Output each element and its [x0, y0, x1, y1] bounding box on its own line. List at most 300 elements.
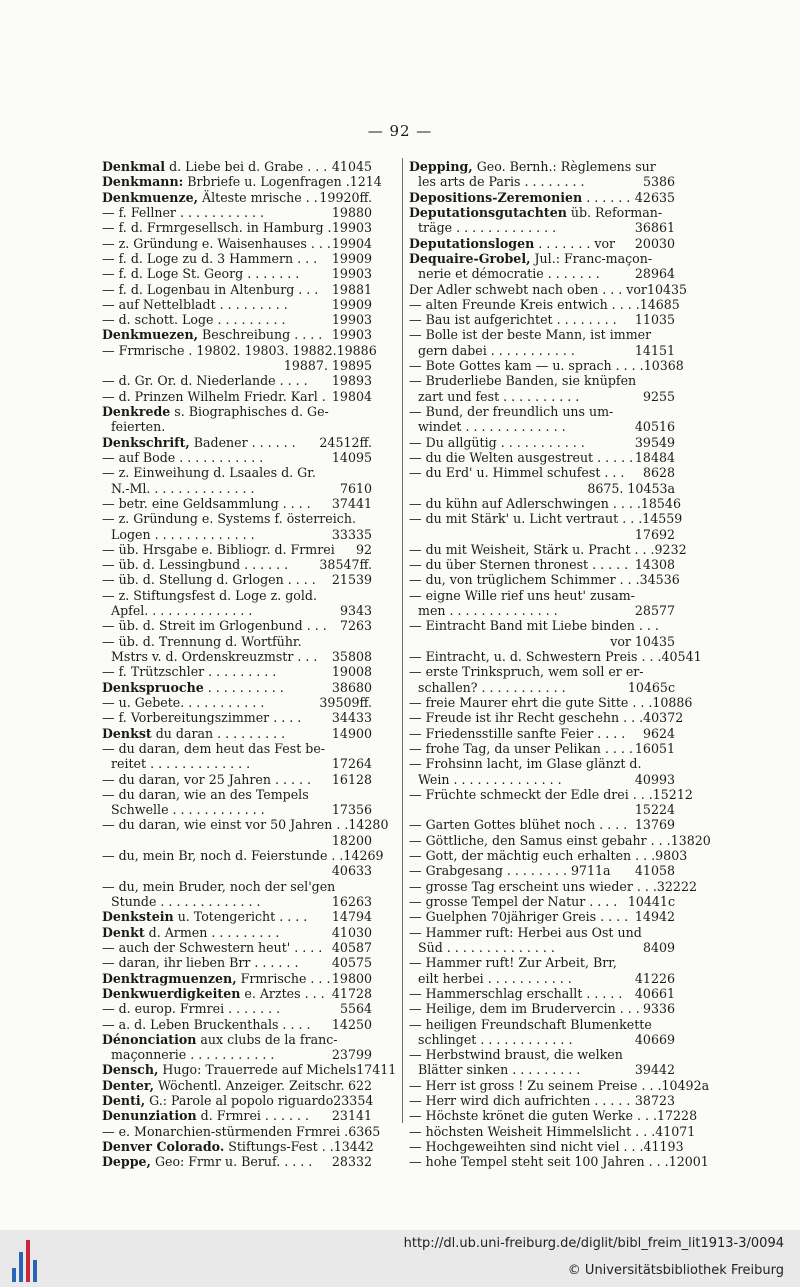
- index-entry: [409, 925, 675, 940]
- index-entry: [409, 296, 680, 312]
- index-entry: [409, 649, 702, 664]
- index-entry: [409, 1032, 675, 1047]
- entry-text: — d. europ. Frmrei . . . . . . .: [102, 1001, 281, 1017]
- entry-text: — Frmrische . 19802. 19803. 19882.: [102, 342, 337, 358]
- index-entry: [409, 557, 675, 572]
- entry-reference: 5386: [642, 174, 675, 190]
- index-entry: [409, 863, 675, 878]
- entry-reference: 34536: [639, 572, 680, 588]
- index-entry: [409, 205, 675, 220]
- index-entry: [409, 726, 675, 741]
- entry-text: — du Erd' u. Himmel schufest . . .: [409, 465, 625, 481]
- entry-text: — eigne Wille rief uns heut' zusam-: [409, 587, 635, 603]
- entry-text: — Garten Gottes blühet noch . . . .: [409, 817, 628, 833]
- entry-reference: 18546: [640, 495, 681, 511]
- entry-reference: 18200: [331, 832, 372, 848]
- index-entry: [102, 236, 372, 251]
- entry-text: — z. Stiftungsfest d. Loge z. gold.: [102, 587, 317, 603]
- index-entry: [102, 894, 372, 909]
- index-entry: [409, 220, 675, 235]
- index-entry: [409, 710, 684, 726]
- entry-reference: 11035: [634, 312, 675, 328]
- entry-text: — d. Prinzen Wilhelm Friedr. Karl .: [102, 388, 326, 404]
- index-entry: [102, 1123, 381, 1139]
- index-entry: [102, 710, 372, 725]
- entry-text: — heiligen Freundschaft Blumenkette: [409, 1016, 652, 1032]
- index-column-left: [102, 159, 397, 1170]
- entry-text: Süd . . . . . . . . . . . . . .: [418, 939, 555, 955]
- index-entry: [409, 435, 675, 450]
- index-entry: [102, 664, 372, 679]
- entry-text: Denkmann: Brbriefe u. Logenfragen .: [102, 174, 350, 190]
- index-entry: [102, 817, 389, 833]
- entry-text: — üb. d. Lessingbund . . . . . .: [102, 557, 289, 573]
- entry-text: Der Adler schwebt nach oben . . . vor: [409, 281, 647, 297]
- index-entry: [102, 220, 372, 235]
- entry-reference: 32222: [656, 878, 697, 894]
- entry-headword: Denkschrift,: [102, 434, 190, 450]
- index-entry: [102, 680, 372, 695]
- entry-headword: Deputationslogen: [409, 235, 535, 251]
- entry-reference: 9232: [654, 541, 687, 557]
- entry-text: — f. Vorbereitungszimmer . . . .: [102, 710, 302, 726]
- entry-text: — hohe Tempel steht seit 100 Jahren . . .: [409, 1154, 669, 1170]
- entry-reference: 28577: [634, 603, 675, 619]
- entry-reference: 10465c: [627, 679, 675, 695]
- entry-reference: 16051: [634, 740, 675, 756]
- entry-reference: 15212: [652, 786, 693, 802]
- entry-headword: Denkst: [102, 725, 152, 741]
- entry-headword: Denkwuerdigkeiten: [102, 985, 241, 1001]
- library-logo-icon: [12, 1240, 42, 1282]
- index-entry: [409, 894, 675, 909]
- entry-headword: Depositions-Zeremonien: [409, 189, 583, 205]
- entry-text: Blätter sinken . . . . . . . . .: [418, 1062, 581, 1078]
- entry-text: — freie Maurer ehrt die gute Sitte . . .: [409, 694, 653, 710]
- entry-reference: 19880: [331, 204, 372, 220]
- index-entry: [102, 389, 372, 404]
- entry-reference: 19008: [331, 664, 372, 680]
- entry-reference: 16263: [331, 894, 372, 909]
- index-entry: [102, 251, 372, 266]
- index-entry: [102, 787, 372, 802]
- entry-text: — Eintracht, u. d. Schwestern Preis . . .: [409, 649, 662, 664]
- entry-reference: 38723: [634, 1093, 675, 1109]
- entry-reference: 41071: [655, 1123, 696, 1139]
- entry-text: men . . . . . . . . . . . . . .: [418, 603, 558, 619]
- entry-reference: 17692: [634, 526, 675, 542]
- index-entry: [102, 695, 372, 710]
- entry-headword: Denkmal: [102, 159, 166, 174]
- entry-text: — du, mein Br, noch d. Feierstunde . .: [102, 848, 344, 864]
- index-entry: [102, 404, 372, 419]
- entry-text: — f. d. Logenbau in Altenburg . . .: [102, 281, 319, 297]
- entry-reference: 10368: [643, 358, 684, 374]
- index-entry: [409, 190, 675, 205]
- index-entry: [409, 772, 675, 787]
- entry-reference: 13769: [634, 817, 675, 833]
- entry-text: Denkmuenze, Älteste mrische . .: [102, 189, 318, 205]
- index-entry: [409, 481, 675, 496]
- index-entry: [409, 236, 675, 251]
- index-entry: [102, 572, 372, 587]
- entry-headword: Denkmuezen,: [102, 327, 199, 343]
- entry-headword: Denkstein: [102, 909, 174, 925]
- entry-reference: 14308: [634, 557, 675, 573]
- index-entry: [102, 971, 372, 986]
- index-entry: [102, 1139, 372, 1154]
- entry-reference: 14900: [331, 725, 372, 741]
- entry-headword: Denter,: [102, 1077, 155, 1093]
- index-entry: [409, 802, 675, 817]
- entry-reference: 13820: [670, 832, 711, 848]
- entry-text: maçonnerie . . . . . . . . . . .: [111, 1047, 275, 1063]
- entry-reference: 39549: [634, 434, 675, 450]
- entry-headword: Densch,: [102, 1062, 159, 1078]
- index-entry: [102, 618, 372, 633]
- entry-reference: 5564: [339, 1001, 372, 1017]
- entry-reference: 14559: [642, 511, 683, 527]
- index-entry: [102, 833, 372, 848]
- index-entry: [102, 1078, 372, 1093]
- entry-headword: Dénonciation: [102, 1031, 197, 1047]
- entry-text: — erste Trinkspruch, wem soll er er-: [409, 664, 644, 680]
- index-entry: [102, 802, 372, 817]
- index-entry: [409, 909, 675, 924]
- entry-text: — Herr wird dich aufrichten . . . . .: [409, 1093, 631, 1109]
- index-entry: [102, 542, 372, 557]
- entry-reference: 14685: [639, 296, 680, 312]
- index-entry: [409, 664, 675, 679]
- index-entry: [409, 603, 675, 618]
- entry-text: — du die Welten ausgestreut . . . . .: [409, 449, 634, 465]
- index-entry: [102, 297, 372, 312]
- index-entry: [409, 572, 680, 588]
- entry-text: — Bruderliebe Banden, sie knüpfen: [409, 373, 637, 389]
- entry-headword: Depping,: [409, 159, 473, 174]
- entry-text: — Bolle ist der beste Mann, ist immer: [409, 327, 652, 343]
- entry-text: — üb. Hrsgabe e. Bibliogr. d. Frmrei: [102, 541, 335, 557]
- index-entry: [409, 1047, 675, 1062]
- entry-reference: 40516: [634, 419, 675, 435]
- entry-text: — Friedensstille sanfte Feier . . . .: [409, 725, 626, 741]
- entry-reference: 19903: [331, 220, 372, 236]
- index-entry: [102, 435, 372, 450]
- index-entry: [409, 404, 675, 419]
- entry-reference: 15224: [634, 802, 675, 818]
- entry-reference: 36861: [634, 220, 675, 236]
- index-entry: [409, 680, 675, 695]
- entry-headword: Deputationsgutachten: [409, 204, 567, 220]
- entry-text: — du daran, wie einst vor 50 Jahren . .: [102, 817, 349, 833]
- index-entry: [102, 649, 372, 664]
- entry-reference: 19881: [331, 281, 372, 297]
- entry-text: Deputationslogen . . . . . . . vor: [409, 235, 616, 251]
- index-entry: [102, 1062, 397, 1078]
- entry-reference: 19887. 19895: [283, 358, 372, 374]
- entry-text: Denkst du daran . . . . . . . . .: [102, 725, 286, 741]
- entry-text: — Herr ist gross ! Zu seinem Preise . . .: [409, 1077, 662, 1093]
- entry-reference: 41193: [643, 1139, 684, 1154]
- index-entry: [409, 1093, 675, 1108]
- entry-text: — Freude ist ihr Recht geschehn . . .: [409, 710, 644, 726]
- index-entry: [102, 588, 372, 603]
- entry-headword: Denkt: [102, 924, 145, 940]
- index-entry: [102, 1154, 372, 1169]
- entry-reference: 9343: [339, 603, 372, 619]
- entry-headword: Denktragmuenzen,: [102, 970, 237, 986]
- entry-reference: 35808: [331, 649, 372, 664]
- entry-text: — Gott, der mächtig euch erhalten . . .: [409, 848, 656, 864]
- entry-reference: 6365: [348, 1123, 381, 1139]
- entry-reference: 7610: [339, 480, 372, 496]
- entry-text: — frohe Tag, da unser Pelikan . . . .: [409, 740, 633, 756]
- entry-text: — auch der Schwestern heut' . . . .: [102, 939, 323, 955]
- entry-text: — f. d. Loge St. Georg . . . . . . .: [102, 266, 300, 282]
- column-divider: [402, 158, 403, 1123]
- entry-reference: 14269: [343, 848, 384, 864]
- index-entry: [409, 1077, 710, 1093]
- entry-reference: 17411: [356, 1062, 397, 1078]
- entry-reference: 19903: [331, 312, 372, 328]
- entry-reference: 23141: [331, 1108, 372, 1124]
- entry-headword: Deppe,: [102, 1154, 151, 1170]
- index-entry: [102, 756, 372, 771]
- entry-text: Denkmal d. Liebe bei d. Grabe . . .: [102, 159, 328, 174]
- index-entry: [409, 373, 675, 388]
- entry-text: — Grabgesang . . . . . . . . 9711a: [409, 863, 611, 879]
- index-entry: [102, 603, 372, 618]
- index-entry: [102, 282, 372, 297]
- entry-text: les arts de Paris . . . . . . . .: [418, 174, 585, 190]
- entry-reference: 18484: [634, 449, 675, 465]
- entry-text: — auf Nettelbladt . . . . . . . . .: [102, 296, 288, 312]
- page-number: — 92 —: [367, 122, 433, 140]
- index-entry: [102, 940, 372, 955]
- index-entry: [102, 190, 372, 205]
- entry-reference: 40575: [331, 955, 372, 971]
- entry-reference: 17356: [331, 802, 372, 818]
- index-entry: [409, 389, 675, 404]
- entry-text: N.-Ml. . . . . . . . . . . . . .: [111, 480, 255, 496]
- entry-text: Stunde . . . . . . . . . . . . .: [111, 894, 261, 909]
- index-entry: [409, 1062, 675, 1077]
- index-entry: [102, 1093, 372, 1108]
- entry-text: — du kühn auf Adlerschwingen . . . .: [409, 495, 641, 511]
- index-entry: [102, 496, 372, 511]
- entry-text: — du daran, vor 25 Jahren . . . . .: [102, 771, 312, 787]
- entry-reference: 41226: [634, 970, 675, 986]
- entry-reference: 19903: [331, 327, 372, 343]
- index-entry: [102, 557, 372, 572]
- entry-reference: 14250: [331, 1016, 372, 1032]
- entry-text: — Hammer ruft: Herbei aus Ost und: [409, 924, 642, 940]
- entry-reference: 19893: [331, 373, 372, 389]
- entry-reference: 20030: [634, 235, 675, 251]
- entry-reference: 622: [347, 1077, 372, 1093]
- index-entry: [102, 772, 372, 787]
- index-entry: [102, 726, 372, 741]
- entry-reference: 41058: [634, 863, 675, 879]
- index-entry: [409, 588, 675, 603]
- entry-reference: 23799: [331, 1047, 372, 1063]
- index-entry: [409, 1108, 698, 1124]
- entry-reference: 40372: [643, 710, 684, 726]
- entry-headword: Denkrede: [102, 404, 171, 419]
- entry-text: Logen . . . . . . . . . . . . .: [111, 526, 255, 542]
- index-entry: [409, 832, 711, 848]
- entry-reference: 41728: [331, 985, 372, 1001]
- entry-text: Dequaire-Grobel, Jul.: Franc-maçon-: [409, 250, 653, 266]
- entry-text: feierten.: [111, 419, 166, 435]
- entry-text: — Bau ist aufgerichtet . . . . . . . .: [409, 312, 617, 328]
- entry-text: — daran, ihr lieben Brr . . . . . .: [102, 955, 299, 971]
- entry-reference: 40661: [634, 985, 675, 1001]
- entry-text: Denver Colorado. Stiftungs-Fest . .: [102, 1139, 334, 1154]
- index-entry: [409, 495, 681, 511]
- entry-text: — Göttliche, den Samus einst gebahr . . .: [409, 832, 671, 848]
- index-entry: [102, 925, 372, 940]
- entry-text: — betr. eine Geldsammlung . . . .: [102, 495, 311, 511]
- index-entry: [409, 174, 675, 189]
- entry-reference: 17228: [657, 1108, 698, 1124]
- entry-reference: 10441c: [627, 894, 675, 909]
- entry-reference: 9803: [655, 848, 688, 864]
- entry-text: — Hochgeweihten sind nicht viel . . .: [409, 1139, 644, 1154]
- entry-text: — u. Gebete. . . . . . . . . . .: [102, 694, 265, 710]
- entry-reference: 23354: [333, 1093, 374, 1109]
- entry-text: Densch, Hugo: Trauerrede auf Michels: [102, 1062, 357, 1078]
- entry-reference: 34433: [331, 710, 372, 726]
- entry-headword: Denti,: [102, 1093, 146, 1109]
- index-entry: [102, 634, 372, 649]
- entry-reference: 41045: [331, 159, 372, 174]
- entry-text: Denkt d. Armen . . . . . . . . .: [102, 924, 280, 940]
- index-entry: [102, 848, 384, 864]
- index-entry: [102, 342, 377, 358]
- index-entry: [409, 1001, 675, 1016]
- index-entry: [409, 312, 675, 327]
- index-entry: [409, 940, 675, 955]
- entry-text: Depositions-Zeremonien . . . . . .: [409, 189, 631, 205]
- entry-text: — f. d. Frmrgesellsch. in Hamburg .: [102, 220, 332, 236]
- entry-text: — Heilige, dem im Brudervercin . . .: [409, 1001, 640, 1017]
- entry-reference: 40587: [331, 939, 372, 955]
- entry-reference: 10492a: [661, 1077, 710, 1093]
- index-entry: [102, 358, 372, 373]
- entry-reference: 9255: [642, 388, 675, 404]
- entry-text: — du, von trüglichem Schimmer . . .: [409, 572, 640, 588]
- index-entry: [102, 1047, 372, 1062]
- index-entry: [102, 1017, 372, 1032]
- entry-reference: vor 10435: [610, 633, 675, 649]
- entry-reference: 14151: [634, 342, 675, 358]
- entry-reference: 39509ff.: [319, 694, 372, 710]
- index-entry: [409, 878, 697, 894]
- entry-headword: Denver Colorado.: [102, 1139, 225, 1154]
- entry-reference: 14942: [634, 909, 675, 925]
- entry-reference: 8628: [642, 465, 675, 481]
- entry-text: Deputationsgutachten üb. Reforman-: [409, 204, 663, 220]
- index-entry: [409, 343, 675, 358]
- index-entry: [102, 327, 372, 342]
- entry-text: — Bund, der freundlich uns um-: [409, 404, 614, 419]
- entry-text: — höchsten Weisheit Himmelslicht . . .: [409, 1123, 656, 1139]
- entry-reference: 38547ff.: [319, 557, 372, 573]
- entry-reference: 41030: [331, 924, 372, 940]
- entry-reference: 17264: [331, 756, 372, 772]
- entry-text: — Früchte schmeckt der Edle drei . . .: [409, 786, 653, 802]
- index-entry: [409, 618, 675, 633]
- index-entry: [409, 971, 675, 986]
- entry-text: Deppe, Geo: Frmr u. Beruf. . . . .: [102, 1154, 313, 1170]
- index-entry: [102, 373, 372, 388]
- entry-text: — Frohsinn lacht, im Glase glänzt d.: [409, 756, 642, 772]
- entry-text: — grosse Tempel der Natur . . . .: [409, 894, 618, 909]
- entry-reference: 19886: [336, 342, 377, 358]
- entry-headword: Denkspruoche: [102, 679, 204, 695]
- entry-reference: 13442: [333, 1139, 374, 1154]
- index-entry: [102, 1032, 372, 1047]
- entry-reference: 10886: [652, 694, 693, 710]
- entry-text: — d. Gr. Or. d. Niederlande . . . .: [102, 373, 308, 389]
- entry-reference: 12001: [668, 1154, 709, 1170]
- entry-reference: 92: [355, 541, 372, 557]
- entry-text: Denkmuezen, Beschreibung . . . .: [102, 327, 323, 343]
- index-entry: [409, 358, 684, 374]
- index-entry: [409, 327, 675, 342]
- entry-text: Denkrede s. Biographisches d. Ge-: [102, 404, 329, 419]
- entry-reference: 19903: [331, 266, 372, 282]
- entry-headword: Denunziation: [102, 1108, 197, 1124]
- index-entry: [409, 817, 675, 832]
- entry-text: — a. d. Leben Bruckenthals . . . .: [102, 1016, 311, 1032]
- entry-text: — f. d. Loge zu d. 3 Hammern . . .: [102, 250, 318, 266]
- index-entry: [409, 159, 675, 174]
- entry-text: — du über Sternen thronest . . . . .: [409, 557, 629, 573]
- source-url-link[interactable]: http://dl.ub.uni-freiburg.de/diglit/bibl_freim_lit1913-3/0094: [403, 1236, 784, 1251]
- entry-text: — üb. d. Streit im Grlogenbund . . .: [102, 618, 327, 634]
- entry-reference: 9624: [642, 725, 675, 741]
- index-entry: [409, 527, 675, 542]
- entry-text: — üb. d. Stellung d. Grlogen . . . .: [102, 572, 316, 588]
- index-entry: [409, 986, 675, 1001]
- index-entry: [102, 159, 372, 174]
- entry-text: nerie et démocratie . . . . . . .: [418, 266, 600, 282]
- index-entry: [409, 541, 687, 557]
- index-entry: [409, 511, 683, 527]
- entry-text: — du, mein Bruder, noch der sel'gen: [102, 878, 336, 894]
- index-entry: [102, 419, 372, 434]
- index-entry: [102, 511, 372, 526]
- index-entry: [102, 205, 372, 220]
- entry-text: — auf Bode . . . . . . . . . . .: [102, 449, 264, 465]
- entry-reference: 39442: [634, 1062, 675, 1078]
- entry-text: Depping, Geo. Bernh.: Règlemens sur: [409, 159, 656, 174]
- entry-text: — du daran, dem heut das Fest be-: [102, 740, 326, 756]
- entry-text: — z. Gründung e. Waisenhauses . . .: [102, 235, 331, 251]
- entry-text: Denkwuerdigkeiten e. Arztes . . .: [102, 985, 325, 1001]
- index-entry: [409, 1139, 684, 1154]
- entry-text: — du mit Stärk' u. Licht vertraut . . .: [409, 511, 643, 527]
- index-entry: [409, 694, 693, 710]
- index-entry: [102, 1001, 372, 1016]
- index-entry: [409, 848, 688, 864]
- entry-text: Schwelle . . . . . . . . . . . .: [111, 802, 265, 818]
- entry-text: — Herbstwind braust, die welken: [409, 1047, 623, 1063]
- entry-text: — Höchste krönet die guten Werke . . .: [409, 1108, 658, 1124]
- index-entry: [409, 955, 675, 970]
